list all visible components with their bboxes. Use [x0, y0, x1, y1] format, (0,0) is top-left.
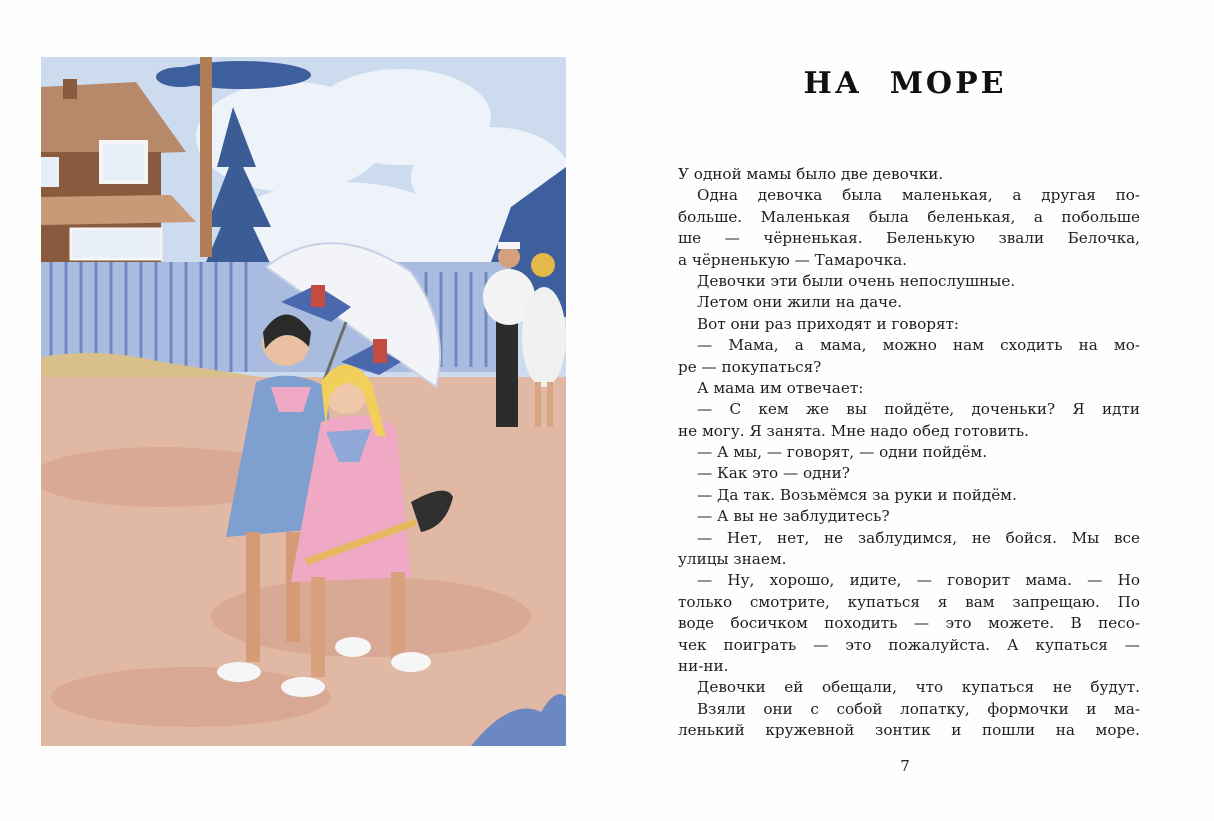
story-line: а чёрненькую — Тамарочка. [678, 250, 907, 269]
story-line: только смотрите, купаться я вам запрещаю. По [678, 592, 1140, 611]
story-illustration [41, 57, 566, 746]
story-body [678, 164, 1140, 742]
story-line: ни-ни. [678, 656, 729, 675]
wooden-pole [200, 57, 212, 257]
illustration-svg [41, 57, 566, 746]
story-title: НА МОРЕ [803, 66, 1007, 101]
story-line: ленький кружевной зонтик и пошли на море. [678, 721, 1140, 740]
story-line: — А вы не заблудитесь? [697, 507, 890, 526]
story-line: Летом они жили на даче. [697, 293, 903, 312]
story-line: Девочки эти были очень непослушные. [697, 271, 1016, 290]
text-page [672, 0, 1138, 821]
story-line: А мама им отвечает: [697, 378, 864, 397]
story-line: ше — чёрненькая. Беленькую звали Белочка, [678, 229, 1140, 248]
story-line: — С кем же вы пойдёте, доченьки? Я идти [697, 400, 1140, 419]
story-line: Взяли они с собой лопатку, формочки и ма- [697, 699, 1140, 718]
story-line: не могу. Я занята. Мне надо обед готовить. [678, 421, 1029, 440]
story-line: — Ну, хорошо, идите, — говорит мама. — Но [697, 571, 1140, 590]
story-line: больше. Маленькая была беленькая, а побольше [678, 207, 1140, 226]
story-line: воде босичком походить — это можете. В песо- [678, 614, 1140, 633]
story-line: — А мы, — говорят, — одни пойдём. [697, 443, 988, 462]
story-line: Вот они раз приходят и говорят: [697, 314, 960, 333]
story-line: Девочки ей обещали, что купаться не будут. [697, 678, 1140, 697]
story-line: улицы знаем. [678, 550, 787, 569]
story-line: — Как это — одни? [697, 464, 850, 483]
story-line: чек поиграть — это пожалуйста. А купаться — [678, 635, 1140, 654]
page-number: 7 [900, 757, 910, 775]
story-line: Одна девочка была маленькая, а другая по- [697, 186, 1140, 205]
story-line: — Нет, нет, не заблудимся, не бойся. Мы все [697, 528, 1140, 547]
story-line: У одной мамы было две девочки. [678, 165, 944, 183]
story-line: — Да так. Возьмёмся за руки и пойдём. [697, 485, 1017, 504]
story-line: ре — покупаться? [678, 357, 822, 376]
story-line: — Мама, а мама, можно нам сходить на мо- [697, 336, 1140, 355]
